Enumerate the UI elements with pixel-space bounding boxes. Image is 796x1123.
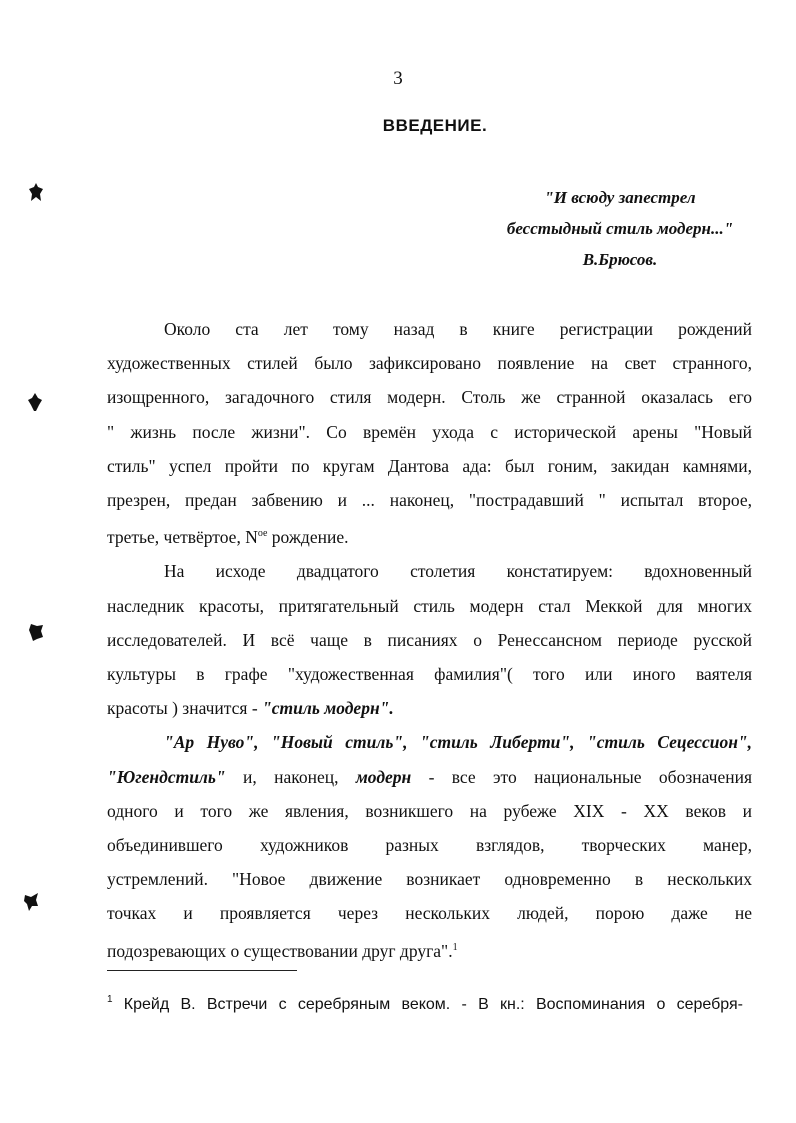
text-line: точках и проявляется через нескольких людей, порою даже не bbox=[107, 903, 752, 924]
text-fragment: - все это национальные обозначения bbox=[411, 766, 753, 787]
text-fragment: третье, четвёртое, N bbox=[107, 527, 258, 548]
paragraph-1 bbox=[107, 312, 752, 554]
epigraph-line: "И всюду запестрел bbox=[544, 188, 696, 207]
body-text bbox=[107, 312, 752, 968]
footnote-separator bbox=[107, 970, 297, 971]
text-line: одного и того же явления, возникшего на рубеже XIX - XX веков и bbox=[107, 800, 752, 821]
text-fragment: и, наконец, bbox=[225, 766, 356, 787]
epigraph bbox=[430, 182, 796, 275]
epigraph-line: бесстыдный стиль модерн..." bbox=[506, 219, 734, 238]
text-line: " жизнь после жизни". Со времён ухода с исторической арены "Новый bbox=[107, 421, 752, 442]
epigraph-author: В.Брюсов. bbox=[582, 250, 658, 269]
text-line: культуры в графе "художественная фамилия"( того или иного ваятеля bbox=[107, 664, 752, 685]
text-line: устремлений. "Новое движение возникает одновременно в нескольких bbox=[107, 869, 752, 890]
binder-hole-mark-icon bbox=[23, 892, 39, 912]
text-line bbox=[107, 931, 752, 968]
text-line bbox=[107, 760, 752, 794]
footnote-number: 1 bbox=[107, 994, 113, 1005]
text-line: художественных стилей было зафиксировано появление на свет странного, bbox=[107, 353, 752, 374]
text-line: объединившего художников разных взглядов, творческих манер, bbox=[107, 835, 752, 856]
text-line bbox=[107, 691, 752, 725]
footnote bbox=[107, 994, 743, 1014]
page-number: 3 bbox=[393, 68, 403, 89]
footnote-reference: 1 bbox=[452, 941, 458, 953]
emphasis: модерн bbox=[355, 766, 412, 787]
text-line: стиль" успел пройти по кругам Дантова ада: был гоним, закидан камнями, bbox=[107, 455, 752, 476]
text-line: На исходе двадцатого столетия констатируем: вдохновенный bbox=[164, 561, 752, 582]
emphasis: "Югендстиль" bbox=[107, 766, 226, 787]
text-line: исследователей. И всё чаще в писаниях о Ренессансном периоде русской bbox=[107, 629, 752, 650]
superscript: ое bbox=[257, 528, 268, 540]
text-line bbox=[107, 517, 752, 554]
text-fragment: красоты ) значится - bbox=[107, 698, 263, 719]
text-line: презрен, предан забвению и ... наконец, "пострадавший " испытал второе, bbox=[107, 490, 752, 511]
footnote-text: Крейд В. Встречи с серебряным веком. - В кн.: Воспоминания о серебря- bbox=[112, 996, 743, 1013]
text-line: Около ста лет тому назад в книге регистрации рождений bbox=[164, 319, 752, 339]
binder-hole-mark-icon bbox=[28, 622, 44, 642]
text-line: изощренного, загадочного стиля модерн. Столь же странной оказалась его bbox=[107, 387, 752, 408]
binder-hole-mark-icon bbox=[28, 182, 44, 202]
paragraph-2 bbox=[107, 554, 752, 725]
emphasis: "стиль модерн". bbox=[262, 698, 394, 719]
text-fragment: подозревающих о существовании друг друга". bbox=[107, 940, 453, 961]
paragraph-3 bbox=[107, 725, 752, 967]
text-line: наследник красоты, притягательный стиль модерн стал Меккой для многих bbox=[107, 595, 752, 616]
text-line: "Ар Нуво", "Новый стиль", "стиль Либерти", "стиль Сецессион", bbox=[164, 732, 752, 753]
page-title: ВВЕДЕНИЕ. bbox=[382, 116, 488, 135]
text-fragment: рождение. bbox=[267, 527, 349, 548]
binder-hole-mark-icon bbox=[27, 392, 43, 412]
